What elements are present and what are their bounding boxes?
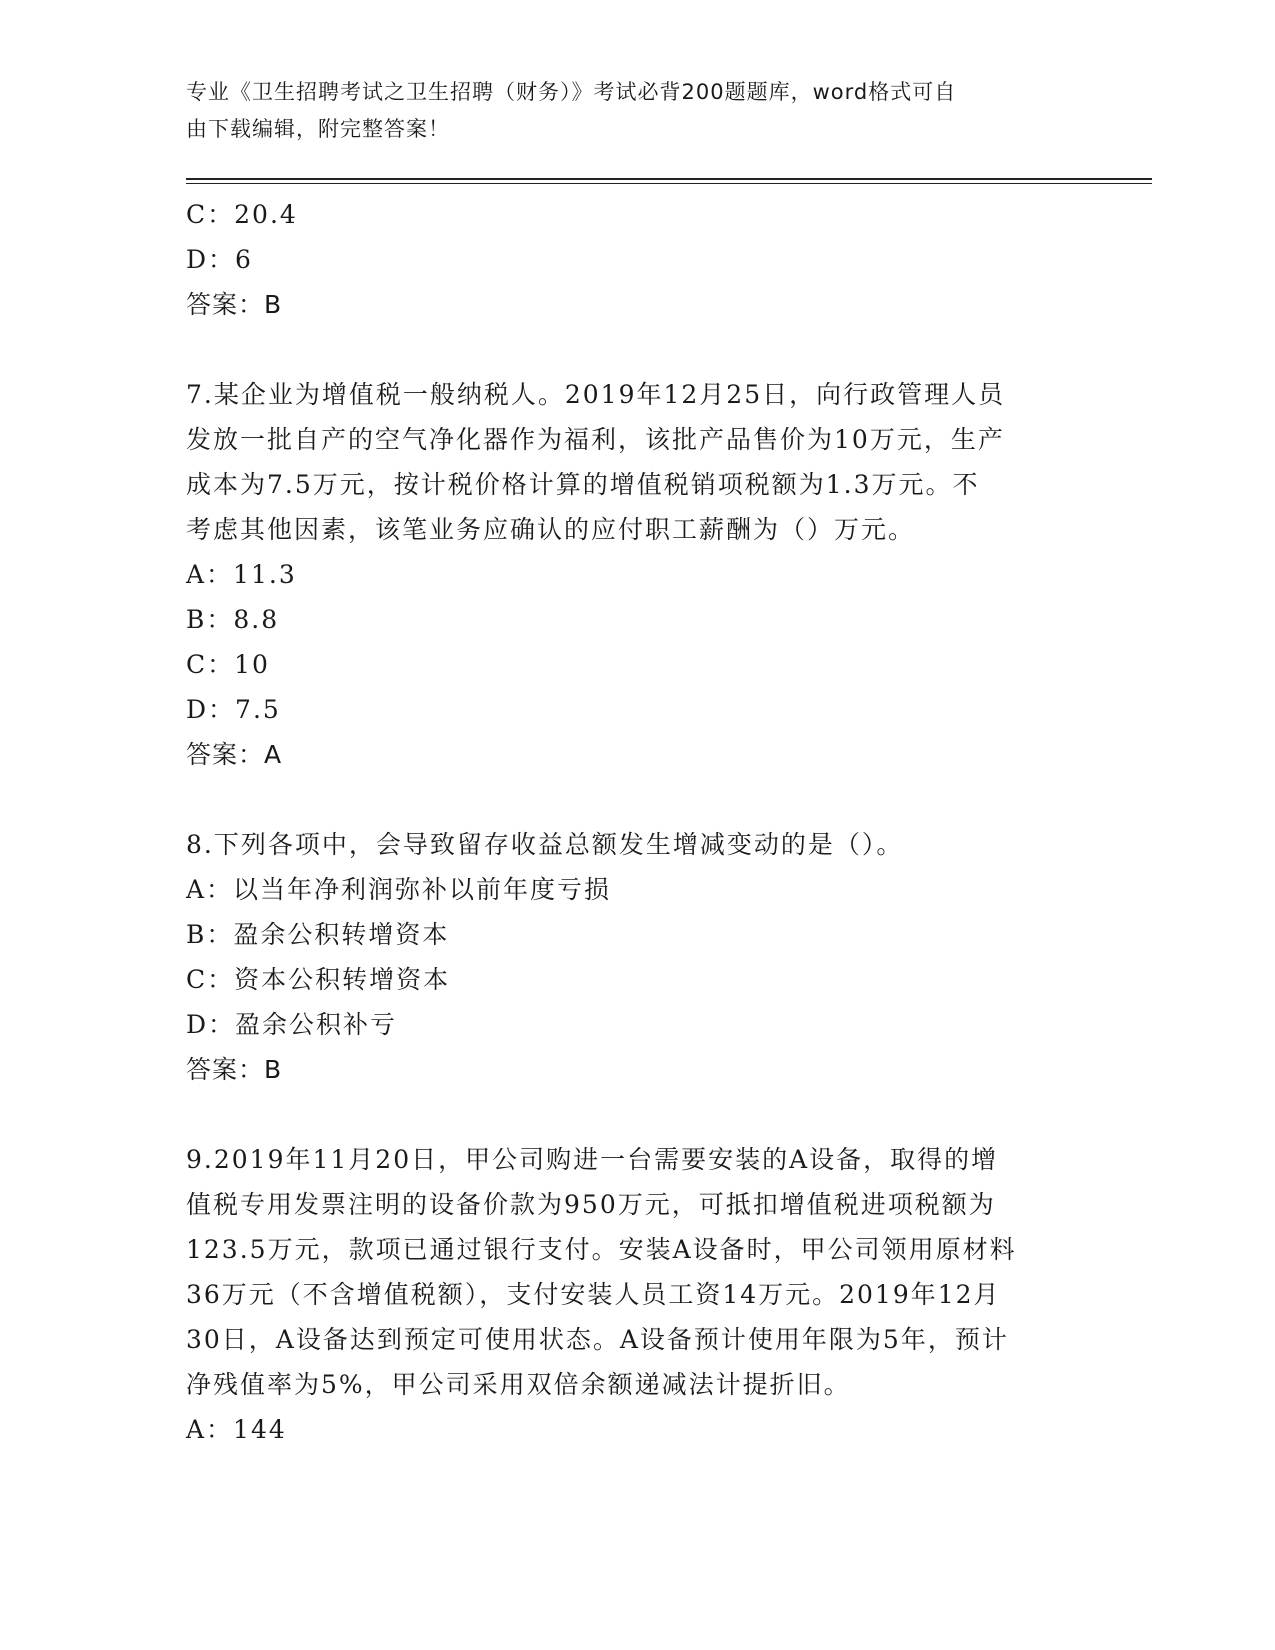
option-b: B：盈余公积转增资本: [186, 920, 450, 949]
question-stem-line: 9.2019年11月20日，甲公司购进一台需要安装的A设备，取得的增: [186, 1145, 999, 1174]
header-divider-thin: [186, 183, 1152, 184]
question-stem-line: 7.某企业为增值税一般纳税人。2019年12月25日，向行政管理人员: [186, 380, 1006, 409]
header-line-1: 专业《卫生招聘考试之卫生招聘（财务）》考试必背200题题库，word格式可自: [186, 80, 957, 104]
option-d: D：盈余公积补亏: [186, 1010, 398, 1039]
answer-line: 答案：B: [186, 1055, 283, 1084]
question-8: [186, 822, 1086, 1092]
option-c: C：10: [186, 650, 270, 679]
option-d: D：6: [186, 245, 253, 274]
question-stem-line: 净残值率为5%，甲公司采用双倍余额递减法计提折旧。: [186, 1370, 851, 1399]
question-7: [186, 372, 1086, 777]
prev-question: [186, 192, 1086, 327]
option-a: A：11.3: [186, 560, 297, 589]
spacer: [186, 327, 1086, 372]
spacer: [186, 1092, 1086, 1137]
option-d: D：7.5: [186, 695, 281, 724]
option-a: A：以当年净利润弥补以前年度亏损: [186, 875, 612, 904]
document-body: [186, 192, 1086, 1452]
question-stem-line: 成本为7.5万元，按计税价格计算的增值税销项税额为1.3万元。不: [186, 470, 980, 499]
answer-line: 答案：A: [186, 740, 283, 769]
question-stem-line: 值税专用发票注明的设备价款为950万元，可抵扣增值税进项税额为: [186, 1190, 996, 1219]
answer-line: 答案：B: [186, 290, 283, 319]
option-b: B：8.8: [186, 605, 280, 634]
question-stem-line: 发放一批自产的空气净化器作为福利，该批产品售价为10万元，生产: [186, 425, 1005, 454]
document-header: [186, 74, 1066, 148]
question-stem-line: 36万元（不含增值税额），支付安装人员工资14万元。2019年12月: [186, 1280, 1001, 1309]
question-9: [186, 1137, 1086, 1452]
header-line-2: 由下载编辑，附完整答案！: [186, 117, 450, 141]
question-stem-line: 30日，A设备达到预定可使用状态。A设备预计使用年限为5年，预计: [186, 1325, 1009, 1354]
question-stem-line: 考虑其他因素，该笔业务应确认的应付职工薪酬为（）万元。: [186, 515, 916, 544]
header-divider-thick: [186, 178, 1152, 180]
option-c: C：20.4: [186, 200, 298, 229]
question-stem-line: 123.5万元，款项已通过银行支付。安装A设备时，甲公司领用原材料: [186, 1235, 1017, 1264]
question-stem-line: 8.下列各项中，会导致留存收益总额发生增减变动的是（）。: [186, 830, 904, 859]
option-a: A：144: [186, 1415, 287, 1444]
option-c: C：资本公积转增资本: [186, 965, 451, 994]
spacer: [186, 777, 1086, 822]
